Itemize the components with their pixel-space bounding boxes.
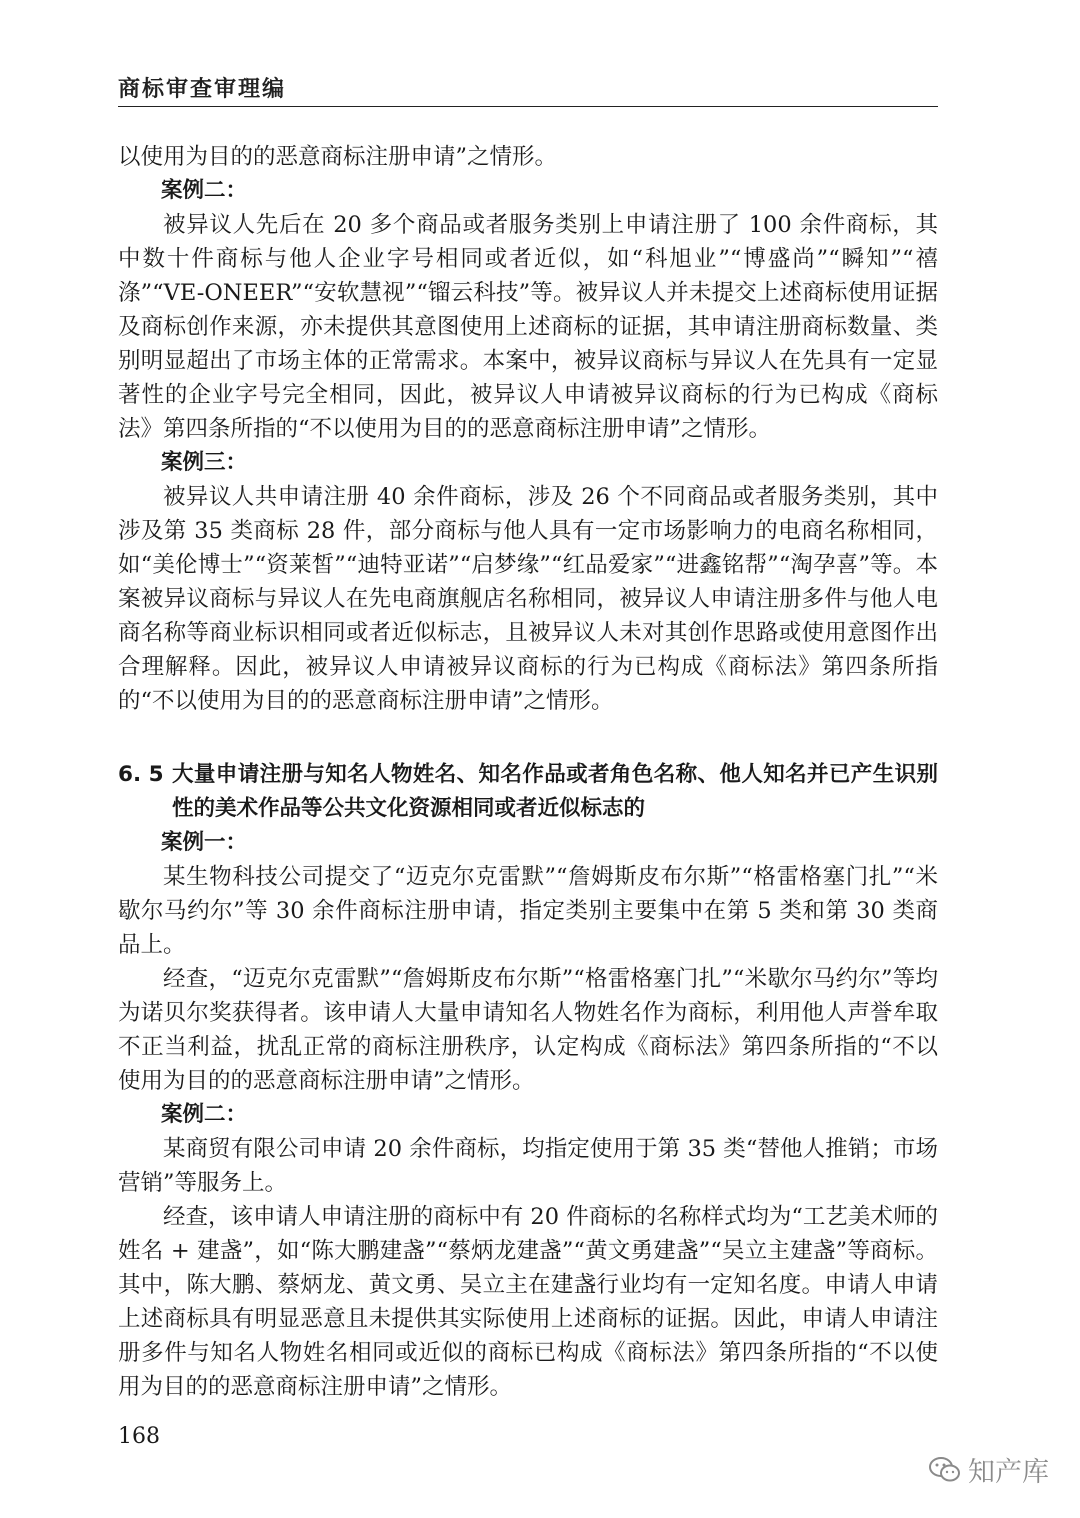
watermark [928, 1450, 1049, 1489]
watermark-text: 知产库 [968, 1457, 1049, 1488]
header-title: 商标审查审理编 [118, 77, 287, 102]
section-case-one-paragraph-2: 经查，“迈克尔克雷默”“詹姆斯皮布尔斯”“格雷格塞门扎”“米歇尔马约尔”等均为诺贝尔奖获得者。该申请人大量申请知名人物姓名作为商标，利用他人声誉牟取不正当利益，扰乱正常的商标注册秩序，认定构成《商标法》第四条所指的“不以使用为目的的恶意商标注册申请”之情形。 [118, 966, 938, 1094]
section-case-one-paragraph-1: 某生物科技公司提交了“迈克尔克雷默”“詹姆斯皮布尔斯”“格雷格塞门扎”“米歇尔马约尔”等 30 余件商标注册申请，指定类别主要集中在第 5 类和第 30 类商品上。 [118, 864, 938, 958]
page-number: 168 [118, 1424, 160, 1449]
wechat-icon [928, 1455, 962, 1485]
running-header [118, 70, 938, 107]
case-two-paragraph: 被异议人先后在 20 多个商品或者服务类别上申请注册了 100 余件商标，其中数十件商标与他人企业字号相同或者近似，如“科旭业”“博盛尚”“瞬知”“禧涤”“VE-ONEER”“安软慧视”“镏云科技”等。被异议人并未提交上述商标使用证据及商标创作来源，亦未提供其意图使用上述商标的证据，其申请注册商标数量、类别明显超出了市场主体的正常需求。本案中，被异议商标与异议人在先具有一定显著性的企业字号完全相同，因此，被异议人申请被异议商标的行为已构成《商标法》第四条所指的“不以使用为目的的恶意商标注册申请”之情形。 [118, 212, 938, 442]
section-case-two-paragraph-1: 某商贸有限公司申请 20 余件商标，均指定使用于第 35 类“替他人推销；市场营销”等服务上。 [118, 1136, 938, 1196]
section-case-two-heading: 案例二： [161, 1102, 248, 1127]
case-three-heading: 案例三： [161, 450, 248, 475]
case-three-paragraph: 被异议人共申请注册 40 余件商标，涉及 26 个不同商品或者服务类别，其中涉及第 35 类商标 28 件，部分商标与他人具有一定市场影响力的电商名称相同，如“美伦博士”“资莱皙”“迪特亚诺”“启梦缘”“红品爱家”“进鑫铭帮”“淘孕喜”等。本案被异议商标与异议人在先电商旗舰店名称相同，被异议人申请注册多件与他人电商名称等商业标识相同或者近似标志，且被异议人未对其创作思路或使用意图作出合理解释。因此，被异议人申请被异议商标的行为已构成《商标法》第四条所指的“不以使用为目的的恶意商标注册申请”之情形。 [118, 484, 938, 714]
section-case-two-paragraph-2: 经查，该申请人申请注册的商标中有 20 件商标的名称样式均为“工艺美术师的姓名 + 建盏”，如“陈大鹏建盏”“蔡炳龙建盏”“黄文勇建盏”“吴立主建盏”等商标。其中，陈大鹏、蔡炳龙、黄文勇、吴立主在建盏行业均有一定知名度。申请人申请上述商标具有明显恶意且未提供其实际使用上述商标的证据。因此，申请人申请注册多件与知名人物姓名相同或近似的商标已构成《商标法》第四条所指的“不以使用为目的的恶意商标注册申请”之情形。 [118, 1204, 938, 1400]
section-heading [118, 758, 938, 826]
case-two-heading: 案例二： [161, 178, 248, 203]
page-body [118, 140, 938, 1404]
section-number: 6. 5 [118, 762, 164, 787]
section-case-one-heading: 案例一： [161, 830, 248, 855]
paragraph: 以使用为目的的恶意商标注册申请”之情形。 [118, 144, 558, 170]
section-title: 大量申请注册与知名人物姓名、知名作品或者角色名称、他人知名并已产生识别性的美术作品等公共文化资源相同或者近似标志的 [172, 762, 938, 821]
